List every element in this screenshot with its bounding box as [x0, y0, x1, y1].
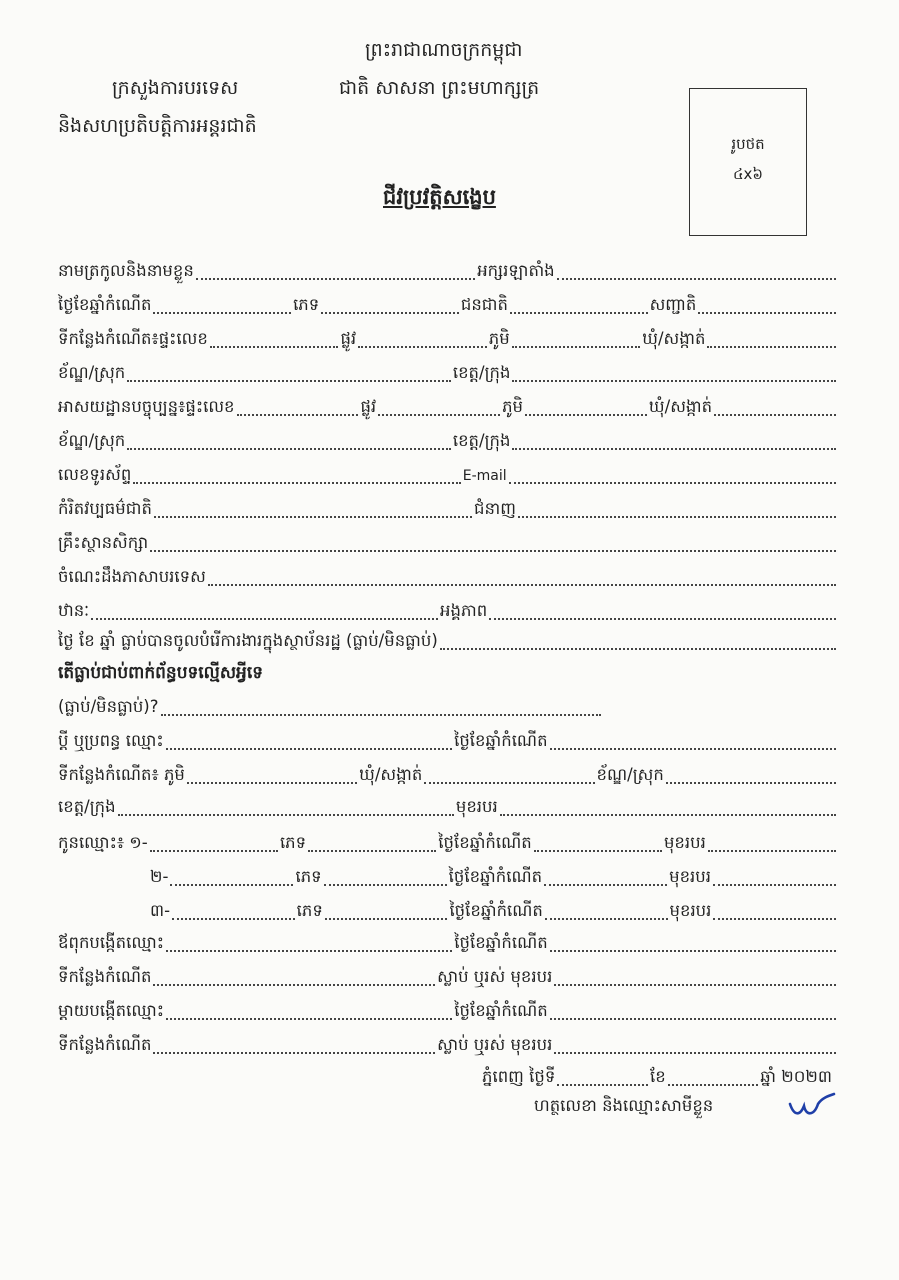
- field-latin-name[interactable]: [557, 270, 836, 280]
- row-criminal-answer: [58, 692, 603, 722]
- label-dob: ថ្ងៃខែឆ្នាំកំណើត: [58, 295, 152, 314]
- field-birth-street[interactable]: [358, 338, 487, 348]
- label-cur-street: ផ្លូវ: [360, 397, 377, 416]
- label-child1-sex: ភេទ: [279, 833, 307, 852]
- label-criminal-answer: (ធ្លាប់/មិនធ្លាប់)?: [58, 697, 159, 716]
- form-title: ជីវប្រវត្តិសង្ខេប: [383, 185, 496, 209]
- row-rank: [58, 596, 838, 626]
- field-spouse-province[interactable]: [118, 806, 454, 816]
- field-child1-dob[interactable]: [534, 842, 662, 852]
- photo-box[interactable]: [689, 88, 807, 236]
- label-email: E-mail: [462, 468, 507, 484]
- field-dob[interactable]: [153, 304, 291, 314]
- field-child3-dob[interactable]: [545, 910, 668, 920]
- row-child-1: [58, 828, 838, 858]
- row-spouse-birthplace: [58, 760, 838, 790]
- field-father-status[interactable]: [554, 976, 836, 986]
- field-nationality[interactable]: [698, 304, 836, 314]
- label-education: កំរិតវប្បធម៌ជាតិ: [58, 499, 152, 518]
- label-month: ខែ: [649, 1067, 666, 1086]
- row-civil-service: [58, 626, 838, 656]
- national-motto: ជាតិ សាសនា ព្រះមហាក្សត្រ: [339, 77, 540, 99]
- label-ethnicity: ជនជាតិ: [460, 295, 508, 314]
- field-month[interactable]: [668, 1076, 759, 1086]
- row-spouse: [58, 726, 838, 756]
- label-spouse: ប្ដី ឬប្រពន្ធ ឈ្មោះ: [58, 731, 164, 750]
- field-email[interactable]: [509, 474, 836, 484]
- field-sex[interactable]: [321, 304, 459, 314]
- field-civil-service[interactable]: [440, 640, 836, 650]
- label-degree: ជំនាញ: [474, 499, 516, 518]
- row-mother: [58, 996, 838, 1026]
- label-child3-dob: ថ្ងៃខែឆ្នាំកំណើត: [449, 901, 543, 920]
- label-criminal-question: តើធ្លាប់ជាប់ពាក់ព័ន្ធបទល្មើសអ្វីទេ: [58, 663, 264, 683]
- field-father-dob[interactable]: [550, 942, 836, 952]
- label-street: ផ្លូវ: [340, 329, 357, 348]
- field-child2-occupation[interactable]: [713, 876, 836, 886]
- field-birth-commune[interactable]: [707, 338, 836, 348]
- label-child2-dob: ថ្ងៃខែឆ្នាំកំណើត: [448, 867, 543, 886]
- signature-label: ហត្ថលេខា និងឈ្មោះសាមីខ្លួន: [534, 1096, 714, 1115]
- field-unit[interactable]: [489, 610, 836, 620]
- field-child2-sex[interactable]: [324, 876, 447, 886]
- row-father-birthplace: [58, 962, 838, 992]
- field-name[interactable]: [196, 270, 475, 280]
- label-phone: លេខទូរស័ព្ទ: [58, 465, 132, 484]
- label-commune: ឃុំ/សង្កាត់: [642, 329, 706, 348]
- label-latin-name: អក្សរឡាតាំង: [477, 261, 555, 280]
- label-child3: ៣-: [150, 901, 171, 920]
- label-child2: ២-: [150, 867, 169, 886]
- field-cur-house[interactable]: [237, 406, 359, 416]
- label-current-address: អាសយដ្ឋានបច្ចុប្បន្ន៖ផ្ទះលេខ: [58, 397, 235, 416]
- row-child-3: [150, 896, 838, 926]
- field-father-birthplace[interactable]: [153, 976, 435, 986]
- label-cur-village: ភូមិ: [502, 397, 524, 416]
- label-child3-occupation: មុខរបរ: [669, 901, 712, 920]
- field-birth-house[interactable]: [210, 338, 339, 348]
- label-father-status: ស្លាប់ ឬរស់ មុខរបរ: [437, 967, 553, 986]
- field-child1-sex[interactable]: [308, 842, 436, 852]
- row-father: [58, 928, 838, 958]
- label-spouse-commune: ឃុំ/សង្កាត់: [359, 765, 423, 784]
- field-cur-province[interactable]: [512, 440, 836, 450]
- ministry-name-line1: ក្រសួងការបរទេស: [112, 77, 239, 99]
- row-education: [58, 494, 838, 524]
- field-birth-district[interactable]: [127, 372, 451, 382]
- label-sex: ភេទ: [293, 295, 320, 314]
- label-spouse-district: ខ័ណ្ឌ/ស្រុក: [596, 765, 664, 784]
- field-child1-name[interactable]: [150, 842, 278, 852]
- label-cur-commune: ឃុំ/សង្កាត់: [648, 397, 713, 416]
- field-father-name[interactable]: [166, 942, 452, 952]
- label-spouse-province: ខេត្ត/ក្រុង: [58, 797, 116, 816]
- label-birthplace-house: ទីកន្លែងកំណើត៖ផ្ទះលេខ: [58, 329, 208, 348]
- field-phone[interactable]: [133, 474, 460, 484]
- label-child2-occupation: មុខរបរ: [669, 867, 712, 886]
- row-name: [58, 256, 838, 286]
- field-spouse-village[interactable]: [187, 774, 357, 784]
- label-child1-occupation: មុខរបរ: [663, 833, 706, 852]
- field-child2-dob[interactable]: [544, 876, 667, 886]
- ministry-name-line2: និងសហប្រតិបត្តិការអន្តរជាតិ: [58, 115, 257, 137]
- label-father-dob: ថ្ងៃខែឆ្នាំកំណើត: [454, 933, 548, 952]
- field-languages[interactable]: [208, 576, 836, 586]
- field-child3-occupation[interactable]: [713, 910, 836, 920]
- row-mother-birthplace: [58, 1030, 838, 1060]
- field-mother-dob[interactable]: [550, 1010, 836, 1020]
- field-child3-name[interactable]: [172, 910, 295, 920]
- row-criminal-question: [58, 658, 263, 688]
- field-mother-name[interactable]: [166, 1010, 452, 1020]
- label-child1-dob: ថ្ងៃខែឆ្នាំកំណើត: [438, 833, 532, 852]
- label-mother-birthplace: ទីកន្លែងកំណើត: [58, 1035, 152, 1054]
- field-criminal-answer[interactable]: [161, 706, 601, 716]
- label-child2-sex: ភេទ: [295, 867, 322, 886]
- label-city-day: ភ្នំពេញ ថ្ងៃទី: [482, 1067, 556, 1086]
- field-education[interactable]: [154, 508, 472, 518]
- row-birth-district: [58, 358, 838, 388]
- row-spouse-province: [58, 792, 838, 822]
- label-child3-sex: ភេទ: [296, 901, 323, 920]
- label-name: នាមត្រកូលនិងនាមខ្លួន: [58, 261, 194, 280]
- label-spouse-birth-village: ទីកន្លែងកំណើត៖ ភូមិ: [58, 765, 185, 784]
- label-nationality: សញ្ជាតិ: [649, 295, 697, 314]
- row-date-place: [482, 1062, 832, 1092]
- kingdom-title: ព្រះរាជាណាចក្រកម្ពុជា: [365, 39, 523, 61]
- label-mother-dob: ថ្ងៃខែឆ្នាំកំណើត: [454, 1001, 548, 1020]
- field-spouse-commune[interactable]: [424, 774, 594, 784]
- field-mother-status[interactable]: [554, 1044, 836, 1054]
- row-current-address: [58, 392, 838, 422]
- label-father-birthplace: ទីកន្លែងកំណើត: [58, 967, 152, 986]
- label-spouse-dob: ថ្ងៃខែឆ្នាំកំណើត: [454, 731, 548, 750]
- row-languages: [58, 562, 838, 592]
- label-mother: ម្ដាយបង្កើតឈ្មោះ: [58, 1001, 164, 1020]
- field-spouse-district[interactable]: [666, 774, 836, 784]
- field-mother-birthplace[interactable]: [153, 1044, 435, 1054]
- row-birthplace: [58, 324, 838, 354]
- field-degree[interactable]: [518, 508, 836, 518]
- label-languages: ចំណេះដឹងភាសាបរទេស: [58, 567, 206, 586]
- row-phone: [58, 460, 838, 490]
- field-institution[interactable]: [150, 542, 836, 552]
- row-cur-district: [58, 426, 838, 456]
- label-cur-district: ខ័ណ្ឌ/ស្រុក: [58, 431, 126, 450]
- field-birth-village[interactable]: [512, 338, 641, 348]
- row-child-2: [150, 862, 838, 892]
- field-cur-district[interactable]: [127, 440, 451, 450]
- field-rank[interactable]: [91, 610, 438, 620]
- label-civil-service: ថ្ងៃ ខែ ឆ្នាំ ធ្លាប់បានចូលបំរើការងារក្នុងស្ថាប័នរដ្ឋ (ធ្លាប់/មិនធ្លាប់): [58, 631, 438, 650]
- field-cur-commune[interactable]: [714, 406, 836, 416]
- label-father: ឪពុកបង្កើតឈ្មោះ: [58, 933, 164, 952]
- label-rank: ឋានៈ: [58, 601, 90, 620]
- label-year: ឆ្នាំ ២០២៣: [760, 1067, 833, 1086]
- field-child2-name[interactable]: [170, 876, 293, 886]
- field-cur-village[interactable]: [525, 406, 647, 416]
- field-ethnicity[interactable]: [510, 304, 648, 314]
- label-mother-status: ស្លាប់ ឬរស់ មុខរបរ: [437, 1035, 553, 1054]
- field-spouse-dob[interactable]: [550, 740, 836, 750]
- label-province: ខេត្ត/ក្រុង: [452, 363, 511, 382]
- photo-label: រូបថត: [731, 135, 765, 153]
- field-cur-street[interactable]: [378, 406, 500, 416]
- field-child3-sex[interactable]: [325, 910, 448, 920]
- field-birth-province[interactable]: [512, 372, 836, 382]
- label-unit: អង្គភាព: [440, 601, 488, 620]
- label-spouse-occupation: មុខរបរ: [455, 797, 498, 816]
- row-dob: [58, 290, 838, 320]
- label-district: ខ័ណ្ឌ/ស្រុក: [58, 363, 126, 382]
- label-institution: គ្រឹះស្ថានសិក្សា: [58, 533, 149, 552]
- field-child1-occupation[interactable]: [708, 842, 836, 852]
- field-spouse-name[interactable]: [166, 740, 452, 750]
- field-spouse-occupation[interactable]: [500, 806, 836, 816]
- signature-mark: [788, 1092, 836, 1120]
- photo-size: ៤x៦: [732, 165, 764, 183]
- label-cur-province: ខេត្ត/ក្រុង: [452, 431, 511, 450]
- field-day[interactable]: [557, 1076, 648, 1086]
- label-children: កូនឈ្មោះ៖ ១-: [58, 833, 148, 852]
- row-institution: [58, 528, 838, 558]
- label-village: ភូមិ: [488, 329, 510, 348]
